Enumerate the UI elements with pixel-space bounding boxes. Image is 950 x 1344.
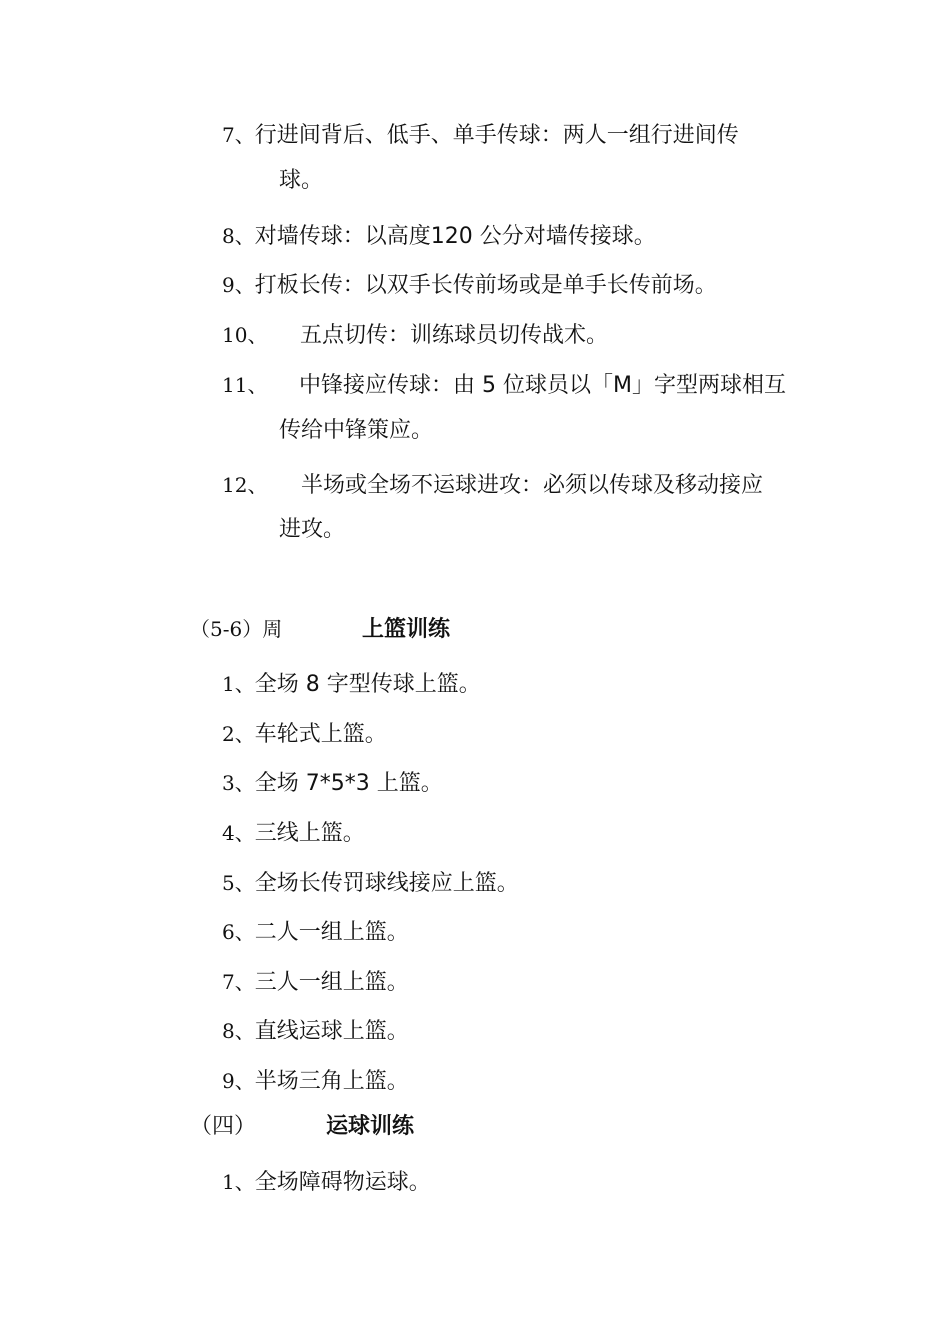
item-text: 三人一组上篮。 [254, 970, 409, 995]
item-number: 6、 [222, 920, 255, 944]
list-item [222, 1016, 409, 1047]
item-text: 半场三角上篮。 [254, 1069, 409, 1094]
list-item [222, 768, 443, 799]
item-text: 半场或全场不运球进攻：必须以传球及移动接应 [301, 473, 764, 498]
item-number: 9、 [222, 1069, 255, 1093]
list-item [222, 1066, 409, 1097]
section-title: 运球训练 [326, 1114, 415, 1139]
item-text: 打板长传：以双手长传前场或是单手长传前场。 [254, 273, 717, 298]
list-item [222, 1167, 431, 1198]
item-text: 二人一组上篮。 [254, 920, 409, 945]
list-item [222, 669, 481, 700]
item-text: 对墙传球：以高度120 公分对墙传接球。 [254, 224, 656, 249]
item-number: 8、 [222, 1019, 255, 1043]
list-item [222, 320, 608, 351]
item-number: 3、 [222, 771, 255, 795]
item-text: 行进间背后、低手、单手传球：两人一组行进间传 [254, 123, 739, 148]
list-item [222, 967, 409, 998]
item-number: 2、 [222, 722, 255, 746]
item-number: 9、 [222, 273, 255, 297]
list-item [222, 868, 519, 899]
item-text: 全场 8 字型传球上篮。 [254, 672, 481, 697]
item-number: 7、 [222, 970, 255, 994]
item-text: 全场长传罚球线接应上篮。 [254, 871, 519, 896]
item-number: 7、 [222, 123, 255, 147]
section-heading-dribble [190, 1112, 414, 1142]
item-text: 全场障碍物运球。 [254, 1170, 431, 1195]
list-item [222, 221, 656, 252]
item-text: 五点切传：训练球员切传战术。 [300, 323, 609, 348]
item-number: 5、 [222, 871, 255, 895]
list-item [222, 470, 763, 501]
item-text: 三线上篮。 [254, 821, 365, 846]
section-title: 上篮训练 [362, 617, 451, 642]
item-text: 车轮式上篮。 [254, 722, 387, 747]
list-item [222, 917, 409, 948]
item-number: 11、 [222, 373, 268, 397]
list-item-continuation: 球。 [279, 168, 324, 193]
item-number: 4、 [222, 821, 255, 845]
item-number: 10、 [222, 323, 268, 347]
list-item-continuation: 传给中锋策应。 [279, 418, 434, 443]
list-item [222, 818, 365, 849]
list-item-continuation: 进攻。 [279, 517, 346, 542]
item-number: 1、 [222, 1170, 255, 1194]
item-text: 中锋接应传球：由 5 位球员以「M」字型两球相互 [299, 373, 786, 398]
item-number: 8、 [222, 224, 255, 248]
item-number: 12、 [222, 473, 268, 497]
section-label: （四） [190, 1114, 257, 1139]
list-item [222, 270, 717, 301]
list-item [222, 370, 786, 401]
item-text: 全场 7*5*3 上篮。 [254, 771, 443, 796]
item-number: 1、 [222, 672, 255, 696]
section-week: （5-6）周 [190, 617, 283, 641]
item-text: 直线运球上篮。 [254, 1019, 409, 1044]
section-heading-layup [190, 614, 450, 645]
list-item [222, 120, 739, 151]
list-item [222, 719, 387, 750]
